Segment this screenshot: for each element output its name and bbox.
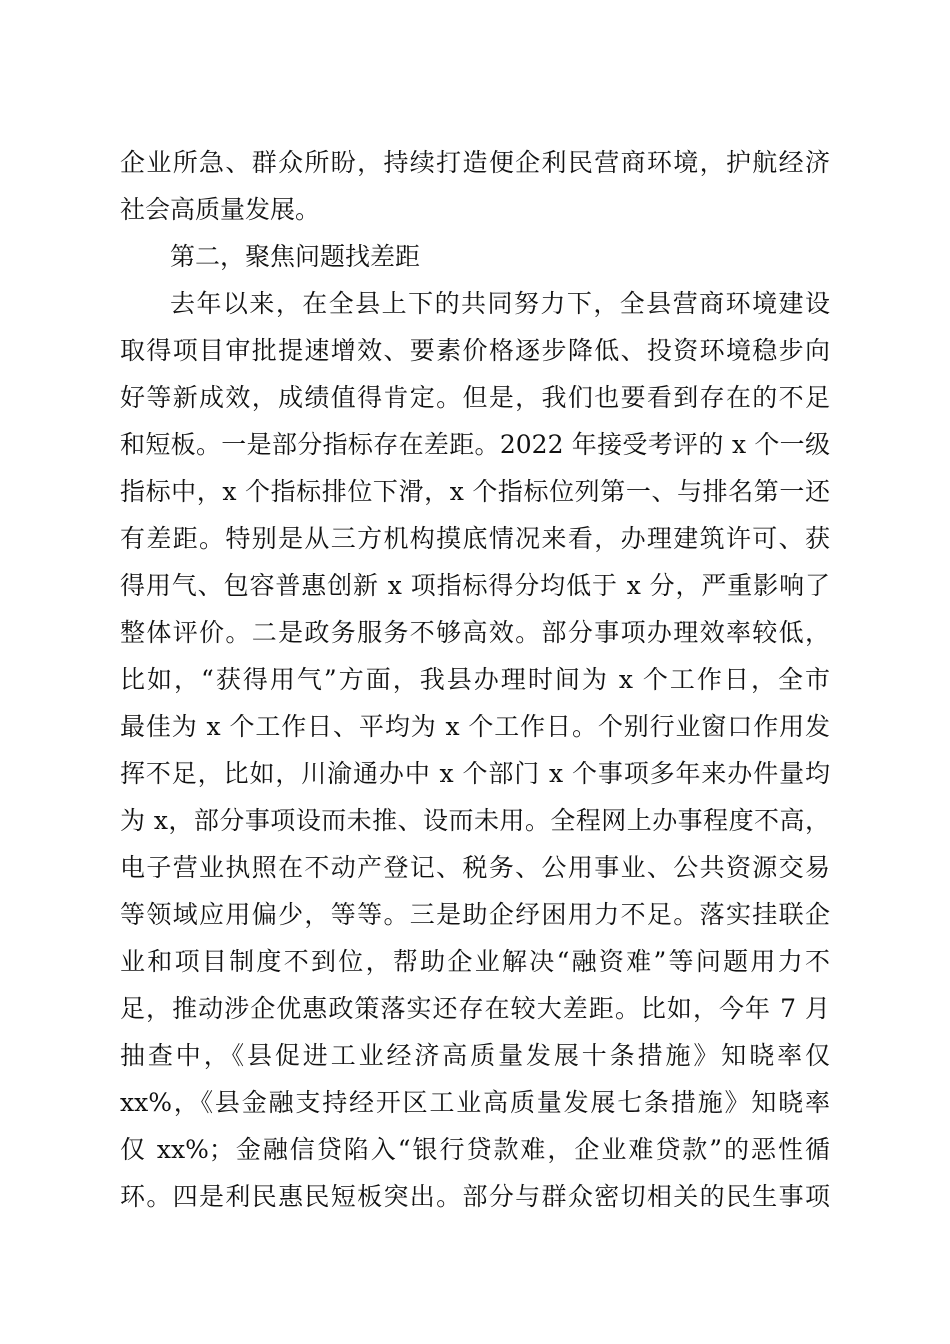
- paragraph-line: 企业所急、群众所盼，持续打造便企利民营商环境，护航经济: [120, 148, 830, 177]
- paragraph-line: 好等新成效，成绩值得肯定。但是，我们也要看到存在的不足: [120, 383, 830, 412]
- paragraph-line: 抽查中，《县促进工业经济高质量发展十条措施》知晓率仅: [120, 1041, 830, 1070]
- paragraph-line: 指标中，x 个指标排位下滑，x 个指标位列第一、与排名第一还: [120, 477, 830, 506]
- paragraph-line: 环。四是利民惠民短板突出。部分与群众密切相关的民生事项: [120, 1182, 830, 1211]
- section-heading: 第二，聚焦问题找差距: [170, 242, 421, 271]
- paragraph-line: 取得项目审批提速增效、要素价格逐步降低、投资环境稳步向: [120, 336, 830, 365]
- paragraph-line: 去年以来，在全县上下的共同努力下，全县营商环境建设: [170, 289, 830, 318]
- paragraph-line: 业和项目制度不到位，帮助企业解决“融资难”等问题用力不: [120, 947, 830, 976]
- paragraph-line: 等领域应用偏少，等等。三是助企纾困用力不足。落实挂联企: [120, 900, 830, 929]
- paragraph-line: 最佳为 x 个工作日、平均为 x 个工作日。个别行业窗口作用发: [120, 712, 830, 741]
- paragraph-line: 电子营业执照在不动产登记、税务、公用事业、公共资源交易: [120, 853, 830, 882]
- paragraph-line: 挥不足，比如，川渝通办中 x 个部门 x 个事项多年来办件量均: [120, 759, 830, 788]
- paragraph-line: 比如，“获得用气”方面，我县办理时间为 x 个工作日，全市: [120, 665, 830, 694]
- paragraph-line: 整体评价。二是政务服务不够高效。部分事项办理效率较低，: [120, 618, 830, 647]
- paragraph-line: 社会高质量发展。: [120, 195, 321, 224]
- paragraph-line: 为 x，部分事项设而未推、设而未用。全程网上办事程度不高，: [120, 806, 830, 835]
- paragraph-line: 有差距。特别是从三方机构摸底情况来看，办理建筑许可、获: [120, 524, 830, 553]
- paragraph-line: 和短板。一是部分指标存在差距。2022 年接受考评的 x 个一级: [120, 430, 830, 459]
- paragraph-line: 得用气、包容普惠创新 x 项指标得分均低于 x 分，严重影响了: [120, 571, 830, 600]
- paragraph-line: xx%，《县金融支持经开区工业高质量发展七条措施》知晓率: [120, 1088, 830, 1117]
- paragraph-line: 仅 xx%；金融信贷陷入“银行贷款难，企业难贷款”的恶性循: [120, 1135, 830, 1164]
- paragraph-line: 足，推动涉企优惠政策落实还存在较大差距。比如，今年 7 月: [120, 994, 830, 1023]
